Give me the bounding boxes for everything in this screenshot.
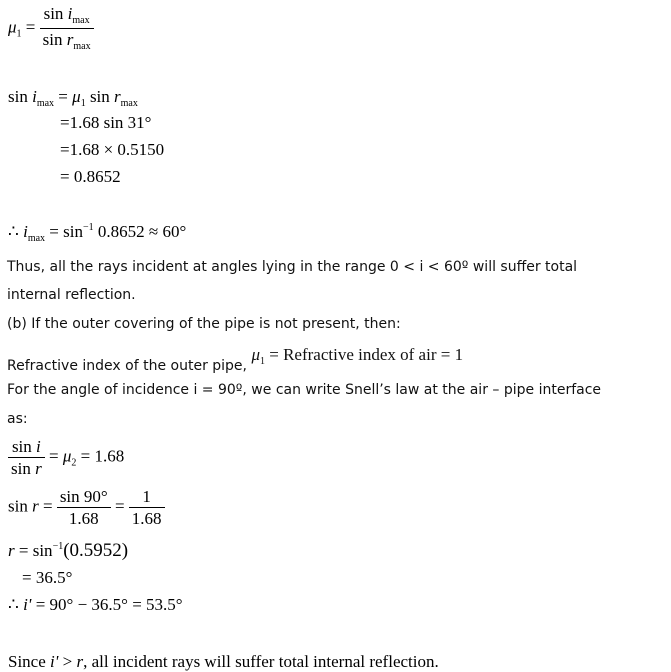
equation-mu1-ratio: $\mu_1$ = $\frac{\sin i_{max}}{\sin r_{max}}$ xyxy=(8,5,94,52)
equation-sin-r: sin r = $\frac{\sin 90^\circ}{1.68}$ = $\frac{1}{1.68}$ xyxy=(8,488,165,527)
equation-imax-result: ∴ $i_{max} = \sin^{-1} 0.8652 \approx 60^\circ$ xyxy=(8,222,187,244)
paragraph-snell: For the angle of incidence i = 90º, we can write Snell’s law at the air – pipe interface xyxy=(7,382,602,398)
equation-snell-ratio: $\frac{\text{sin i}}{\text{sin r}}$ = $\mu_2 = 1.68$ xyxy=(8,438,124,477)
equation-mu1-air: $\mu_1$ = Refractive index of air = 1 xyxy=(251,345,464,367)
conclusion-text: Since i' > r, all incident rays will suffer total internal reflection. xyxy=(8,652,439,671)
paragraph-thus-cont: internal reflection. xyxy=(7,287,136,303)
equation-step-3: = 0.8652 xyxy=(60,167,121,186)
equation-r-arcsin: $r = \sin^{-1}(0.5952)$ xyxy=(8,540,129,561)
paragraph-refractive-index: Refractive index of the outer pipe, $\mu_1$ = Refractive index of air = 1 xyxy=(7,345,464,374)
equation-step-2: =1.68 × 0.5150 xyxy=(60,140,165,159)
equation-sin-imax: $\sin i_{max} = \mu_1$ $\sin r_{max}$ xyxy=(8,87,138,109)
equation-i-prime: ∴ i' = 90° − 36.5° = 53.5° xyxy=(8,595,183,614)
equation-r-value: = 36.5° xyxy=(22,568,73,587)
paragraph-snell-cont: as: xyxy=(7,411,28,427)
paragraph-part-b: (b) If the outer covering of the pipe is not present, then: xyxy=(7,316,401,332)
equation-step-1: =1.68 sin 31° xyxy=(60,113,152,132)
paragraph-thus: Thus, all the rays incident at angles lying in the range 0 < i < 60º will suffer total xyxy=(7,259,578,275)
